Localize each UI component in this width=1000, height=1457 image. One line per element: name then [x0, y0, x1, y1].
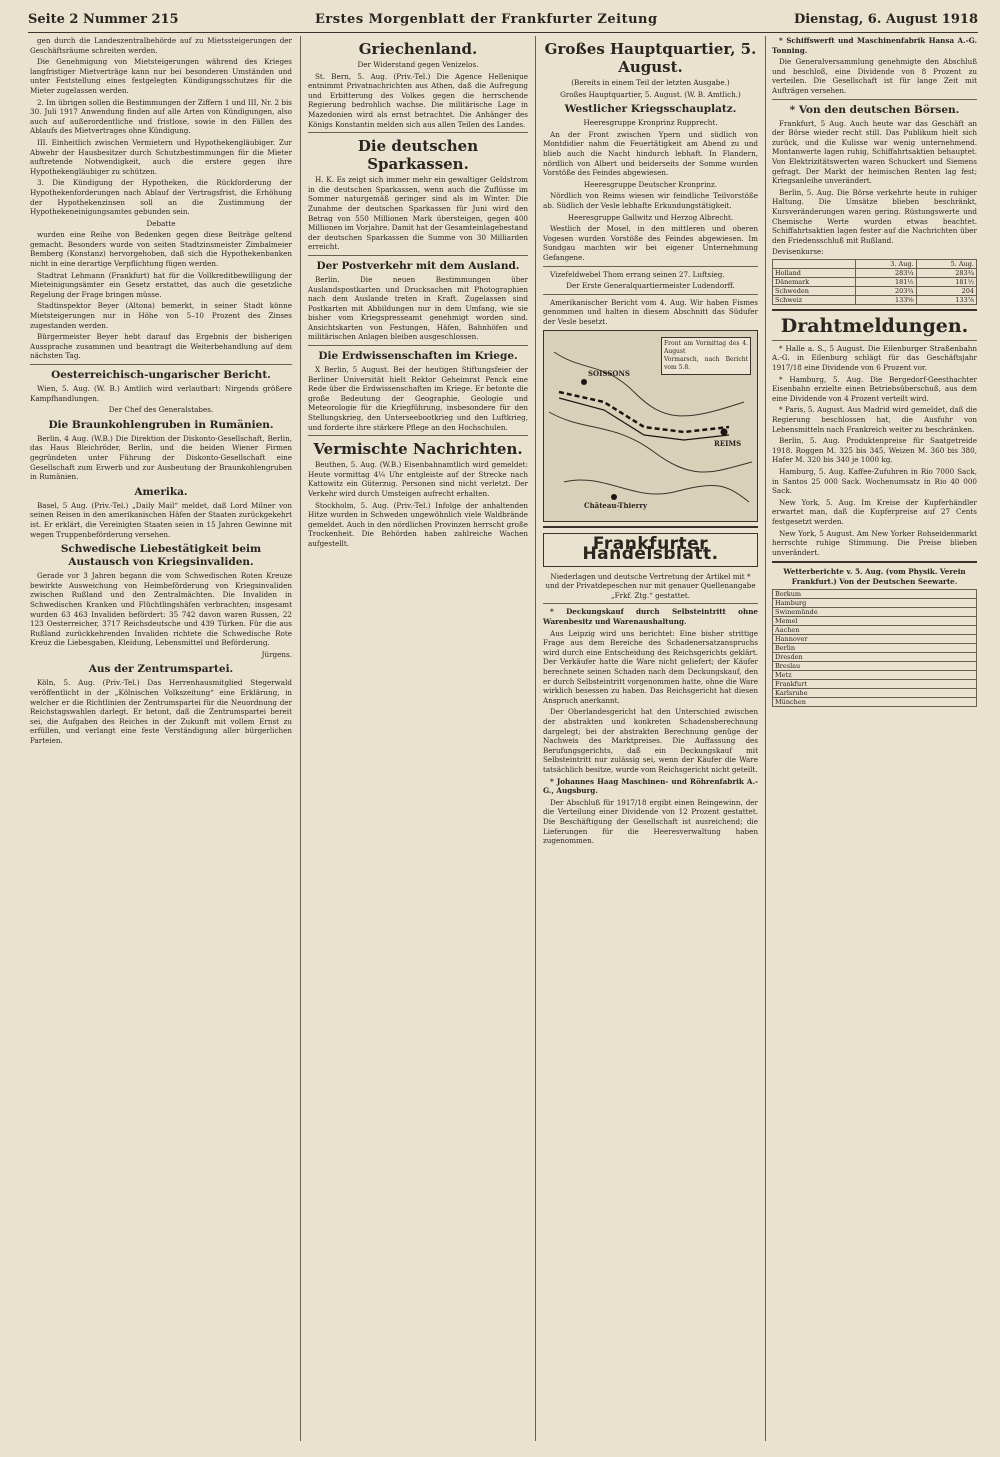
station-name: Metz — [773, 670, 977, 679]
paragraph: Stockholm, 5. Aug. (Priv.-Tel.) Infolge der anhaltenden Hitze wurden in Schweden ungewöhnlich viele Waldbrände gemeldet. Auch in den nördlichen Provinzen herrscht große Trockenheit. Die Behörden haben zahlreiche Wachen aufgestellt. — [308, 500, 528, 548]
paragraph: X Berlin, 5 August. Bei der heutigen Stiftungsfeier der Berliner Universität hielt Rektor Geheimrat Penck eine Rede über die Erdwissenschaften im Kriege. Er betonte die große Bedeutung der Geographie, Geologie und Meteorologie für die Kriegführung, insbesondere für den Stellungskrieg, den Unterseebootkrieg und den Luftkrieg, und forderte ihre stärkere Pflege an den Hochschulen. — [308, 365, 528, 432]
page-number: Seite 2 Nummer 215 — [28, 11, 179, 27]
table-row — [773, 286, 977, 295]
table-row — [773, 295, 977, 304]
table-row — [773, 688, 977, 697]
table-row — [773, 598, 977, 607]
paragraph: Der Abschluß für 1917/18 ergibt einen Reingewinn, der die Verteilung einer Dividende von 12 Prozent gestattet. Die Beschäftigung der Gesellschaft ist ausreichend; die Lieferungen für die Heeresverwaltung haben zugenommen. — [543, 797, 758, 846]
paragraph: Beuthen, 5. Aug. (W.B.) Eisenbahnamtlich wird gemeldet: Heute vormittag 4¼ Uhr entgleiste auf der Strecke nach Kattowitz ein Güterzug. Personen sind nicht verletzt. Der Verkehr wird durch Umsteigen aufrecht erhalten. — [308, 460, 528, 498]
handelsblatt-note: Niederlagen und deutsche Vertretung der Artikel mit * und der Privatdepeschen nur mit genauer Quellenangabe „Frkf. Ztg.“ gestattet. — [545, 571, 756, 600]
table-row — [773, 661, 977, 670]
column-rule — [535, 36, 536, 1441]
paragraph: Westlich der Mosel, in den mittleren und oberen Vogesen wurden Vorstöße des Feindes abgewiesen. Im Sundgau machten wir bei eigener Unternehmung Gefangene. — [543, 224, 758, 262]
headline-greece: Griechenland. — [358, 40, 478, 58]
table-cell: Holland — [773, 268, 856, 277]
paragraph: * Paris, 5. August. Aus Madrid wird gemeldet, daß die Regierung beschlossen hat, die Ausfuhr von Lebensmitteln nach Frankreich weiter zu beschränken. — [772, 405, 977, 434]
subheadline: (Bereits in einem Teil der letzten Ausgabe.) — [571, 78, 730, 87]
army-group: Heeresgruppe Kronprinz Rupprecht. — [583, 118, 718, 128]
map-label-soissons: SOISSONS — [588, 369, 630, 379]
subheadline: Der Widerstand gegen Venizelos. — [357, 60, 479, 69]
table-row — [773, 259, 977, 268]
army-group: Heeresgruppe Gallwitz und Herzog Albrecht. — [567, 212, 734, 222]
paragraph: H. K. Es zeigt sich immer mehr ein gewaltiger Geldstrom in die deutschen Sparkassen, wenn auch die Zuflüsse im Sommer naturgemäß geringer sind als im Winter. Die Zunahme der deutschen Sparkassen für Juni wird den Betrag von 550 Millionen Mark übersteigen, gegen 400 Millionen im Vorjahre. Damit hat der Gesamteinlagebestand der deutschen Sparkassen die Summe von 30 Milliarden erreicht. — [308, 175, 528, 252]
station-name: Frankfurt — [773, 679, 977, 688]
table-cell — [773, 259, 856, 268]
station-name: Breslau — [773, 661, 977, 670]
article-title: * Deckungskauf durch Selbsteintritt ohne Warenbesitz und Warenaushaltung. — [543, 607, 758, 627]
station-name: Berlin — [773, 643, 977, 652]
table-row — [773, 607, 977, 616]
signature: Der Erste Generalquartiermeister Ludendorff. — [566, 281, 735, 291]
table-row — [773, 268, 977, 277]
station-name: Borkum — [773, 589, 977, 598]
paragraph: Berlin. Die neuen Bestimmungen über Auslandspostkarten und Drucksachen mit Photographien nach dem Auslande treten in Kraft. Zugelassen sind Postkarten mit Abbildungen nur in dem Umfang, wie sie bisher vom Kriegspresseamt genehmigt worden sind. Ansichtskarten von Festungen, Häfen, Bahnhöfen und militärischen Anlagen bleiben ausgeschlossen. — [308, 274, 528, 342]
headline-hq: Großes Hauptquartier, 5. August. — [544, 40, 757, 76]
table-row — [773, 277, 977, 286]
headline-draht: Drahtmeldungen. — [780, 314, 969, 337]
front-map — [543, 330, 758, 522]
table-cell: 283¼ — [856, 268, 916, 277]
station-name: Karlsruhe — [773, 688, 977, 697]
map-label-reims: REIMS — [714, 439, 742, 449]
paragraph: Berlin, 4 Aug. (W.B.) Die Direktion der Diskonto-Gesellschaft, Berlin, das Haus Bleichröder, Berlin, und die beiden Wiener Firmen gegründeten unter Führung der Diskonto-Gesellschaft eine Gesellschaft zum Erwerb und zur Ausbeutung der Braunkohlengruben in Rumänien. — [30, 433, 292, 482]
table-row — [773, 652, 977, 661]
paragraph: Hamburg, 5. Aug. Kaffee-Zufuhren in Rio 7000 Sack, in Santos 25 000 Sack. Wochenumsatz in Rio 40 000 Sack. — [772, 467, 977, 496]
table-cell: Schweden — [773, 286, 856, 295]
map-label-chateau: Château-Thierry — [584, 501, 648, 511]
table-cell: Dänemark — [773, 277, 856, 286]
paragraph: 2. Im übrigen sollen die Bestimmungen der Ziffern 1 und III, Nr. 2 bis 30. Juli 1917 Anwendung finden auf alle Arten von Kündigungen, also auch auf außerordentliche und fristlose, sowie in den Fällen des Ablaufs des Mietvertrages ohne Kündigung. — [30, 97, 292, 136]
paragraph: Vizefeldwebel Thom errang seinen 27. Luftsieg. — [550, 269, 725, 279]
paragraph: Bürgermeister Beyer hebt darauf das Ergebnis der bisherigen Aussprache zusammen und beantragt die Weiterbehandlung auf dem nächsten Tag. — [30, 332, 292, 361]
table-row — [773, 634, 977, 643]
station-name: Aachen — [773, 625, 977, 634]
devisen-table — [772, 259, 977, 305]
table-cell: 203¾ — [856, 286, 916, 295]
table-row — [773, 625, 977, 634]
paragraph: An der Front zwischen Ypern und südlich von Montdidier nahm die Feuertätigkeit am Abend zu und blieb auch die Nacht hindurch lebhaft. In Flandern, nördlich von Albert und beiderseits der Somme wurden Vorstöße des Feindes abgewiesen. — [543, 129, 758, 178]
paragraph: Basel, 5 Aug. (Priv.-Tel.) „Daily Mail“ meldet, daß Lord Milner von seinen Reisen in den amerikanischen Häfen der Staaten zurückgekehrt ist. Er erklärt, die Vereinigten Staaten seien in 15 Jahren Gewinne mit wegen Truppenbeförderung versehen. — [30, 500, 292, 539]
paragraph: Der Oberlandesgericht hat den Unterschied zwischen der abstrakten und konkreten Schadensberechnung dargelegt; bei der abstrakten Berechnung genüge der Nachweis des Marktpreises. Die Auffassung des Berufungsgerichts, daß ein Deckungskauf mit Selbsteintritt nur zulässig sei, wenn der Käufer die Ware tatsächlich besitze, wurde vom Reichsgericht nicht geteilt. — [543, 707, 758, 774]
signature: Der Chef des Generalstabes. — [108, 405, 214, 415]
column-rule — [300, 36, 301, 1441]
table-cell: 181½ — [856, 277, 916, 286]
paragraph: * Hamburg, 5. Aug. Die Bergedorf-Geesthachter Eisenbahn erzielte einen Betriebsüberschuß, aus dem eine Dividende von 4 Prozent verteilt wird. — [772, 374, 977, 403]
paragraph: Stadtinspektor Beyer (Altona) bemerkt, in seiner Stadt könne Mietsteigerungen nur in Höhe von 5–10 Prozent des Zinses zugestanden werden. — [30, 301, 292, 330]
table-row — [773, 616, 977, 625]
table-row — [773, 679, 977, 688]
masthead — [28, 6, 978, 33]
paragraph: Berlin, 5. Aug. Produktenpreise für Saatgetreide 1918. Roggen M. 325 bis 345, Weizen M. 360 bis 380, Hafer M. 320 bis 340 je 1000 kg. — [772, 436, 977, 465]
headline-west: Westlicher Kriegsschauplatz. — [564, 103, 737, 116]
column-3 — [543, 36, 758, 1441]
table-cell: 3. Aug. — [856, 259, 916, 268]
headline-america: Amerika. — [134, 485, 188, 498]
article-title: * Johannes Haag Maschinen- und Röhrenfabrik A.-G., Augsburg. — [543, 776, 758, 796]
station-name: Memel — [773, 616, 977, 625]
paragraph: Berlin, 5. Aug. Die Börse verkehrte heute in ruhiger Haltung. Die Umsätze blieben beschränkt, Kursveränderungen waren gering. Rüstungswerte und Chemische Werte wurden etwas beachtet. Schiffahrtsaktien lagen fester auf die Nachrichten über den Friedensschluß mit Rußland. — [772, 187, 977, 245]
station-name: Hannover — [773, 634, 977, 643]
column-2 — [308, 36, 528, 1441]
paragraph: Amerikanischer Bericht vom 4. Aug. Wir haben Fismes genommen und halten in diesem Abschnitt das Südufer der Vesle besetzt. — [543, 297, 758, 326]
map-legend — [661, 337, 751, 375]
table-row — [773, 643, 977, 652]
paragraph: Stadtrat Lehmann (Frankfurt) hat für die Vollkreditbewilligung der Mieteinigungsämter ein Gesetz erstattet, das auch die gesetzliche Regelung der Frage bringen müsse. — [30, 270, 292, 299]
paragraph: Gerade vor 3 Jahren begann die vom Schwedischen Roten Kreuze bewirkte Ausweichung von Heimbeförderung von Kriegsinvaliden zwischen Rußland und den Zentralmächten. Die Invaliden in Schwedischen Kranken und Flüchtlingshäfen verbrachten; insgesamt wurden 63 463 Invaliden befördert: 35 742 davon waren Russen, 22 123 Oesterreicher, 3717 Reichsdeutsche und 439 Türken. Für die aus Rußland zurückkehrenden Invaliden richtete die Schwedische Rote Kreuz die Liebesgaben, Kleidung, Lebensmittel und Beförderung. — [30, 571, 292, 648]
dateline: Großes Hauptquartier, 5. August. (W. B. Amtlich.) — [560, 89, 741, 99]
legend-item: Front am Vormittag des 4. August — [664, 340, 748, 356]
section-label: Debatte — [146, 218, 176, 228]
issue-date: Dienstag, 6. August 1918 — [793, 11, 978, 27]
table-row — [773, 670, 977, 679]
table-row — [773, 697, 977, 706]
paragraph: * Halle a. S., 5 August. Die Eilenburger Straßenbahn A.-G. in Eilenburg schlägt für das Geschäftsjahr 1917/18 eine Dividende von 6 Prozent vor. — [772, 343, 977, 373]
paragraph: Die Genehmigung von Mietsteigerungen während des Krieges langfristiger Mietverträge kann nur bei besonderen Umständen und unter Feststellung eines festgelegten Kündigungsschutzes für die Mieter zugelassen werden. — [30, 57, 292, 95]
weather-headline: Wetterberichte v. 5. Aug. (vom Physik. Verein Frankfurt.) Von der Deutschen Seewarte. — [783, 567, 966, 586]
paragraph: wurden eine Reihe von Bedenken gegen diese Beiträge geltend gemacht. Besonders wurde von seiten Stadtzinsmeister Zimbalmeier Bemberg (Konstanz) hervorgehoben, daß sich die Hypothekenbanken nicht in eine derartige Verpflichtung fügen werden. — [30, 230, 292, 269]
devisen-label: Devisenkurse: — [772, 247, 824, 257]
table-cell: Schweiz — [773, 295, 856, 304]
paragraph: III. Einheitlich zwischen Vermietern und Hypothekengläubiger. Zur Abwehr der Hausbesitzer durch Schutzbestimmungen für die Mieter auftretende Notwendigkeit, auch die erstere gegen ihre Hypothekengläubiger zu schützen. — [30, 137, 292, 176]
table-row — [773, 589, 977, 598]
headline-boerse: * Von den deutschen Börsen. — [789, 103, 960, 116]
headline-post: Der Postverkehr mit dem Ausland. — [316, 259, 520, 272]
signature: Jürgens. — [261, 649, 292, 659]
paragraph: Frankfurt, 5 Aug. Auch heute war das Geschäft an der Börse wieder recht still. Das Publikum hielt sich zurück, und die Kulisse war wenig unternehmend. Montanwerte lagen ruhig, Schiffahrtsaktien behauptet. Von Elektrizitätswerten waren Schuckert und Siemens gefragt. Der Markt der heimischen Renten lag fest; Kriegsanleihe unverändert. — [772, 118, 977, 186]
table-cell: 283¾ — [916, 268, 976, 277]
column-rule — [765, 36, 766, 1441]
table-cell: 133⅞ — [916, 295, 976, 304]
headline-austria: Oesterreichisch-ungarischer Bericht. — [51, 369, 271, 381]
headline-science: Die Erdwissenschaften im Kriege. — [318, 350, 518, 363]
paragraph: gen durch die Landeszentralbehörde auf zu Mietssteigerungen der Geschäftsräume schreiten werden. — [30, 36, 292, 55]
article-title: * Schiffswerft und Maschinenfabrik Hansa A.-G. Tonning. — [772, 36, 977, 55]
paragraph: New York, 5 August. Am New Yorker Rohseidenmarkt herrschte ruhige Stimmung. Die Preise blieben unverändert. — [772, 528, 977, 557]
headline-sweden: Schwedische Liebestätigkeit beim Austausch von Kriegsinvaliden. — [60, 543, 262, 569]
station-name: Swinemünde — [773, 607, 977, 616]
paragraph: St. Bern, 5. Aug. (Priv.-Tel.) Die Agence Hellenique entnimmt Privatnachrichten aus Athen, daß die Aufregung und Erbitterung des Volkes gegen die herrschende Regierung bedrohlich wachse. Die militärische Lage in Mazedonien wird als ernst betrachtet. Die Anhänger des Königs Konstantin melden sich aus allen Teilen des Landes. — [308, 71, 528, 129]
paragraph: 3. Die Kündigung der Hypotheken, die Rückforderung der Hypothekenforderungen nach Ablauf der Vertragsfrist, die Erhöhung der Hypothekenzinsen soll an die Zustimmung der Hypothekeneinigungsamtes gebunden sein. — [30, 178, 292, 217]
column-4 — [772, 36, 977, 1441]
table-cell: 181½ — [916, 277, 976, 286]
legend-item: Vormarsch, nach Bericht vom 5.8. — [664, 356, 748, 372]
table-cell: 133⅝ — [856, 295, 916, 304]
station-name: München — [773, 697, 977, 706]
newspaper-title: Erstes Morgenblatt der Frankfurter Zeitung — [314, 11, 658, 27]
paragraph: New York, 5. Aug. Im Kreise der Kupferhändler erwartet man, daß die Kupferpreise auf 27 Cents festgesetzt werden. — [772, 497, 977, 526]
paragraph: Aus Leipzig wird uns berichtet: Eine bisher strittige Frage aus dem Bereiche des Schadenersatzanspruchs wird durch eine Entscheidung des Reichsgerichts geklärt. Der Verkäufer hatte die Ware nicht geliefert; der Käufer berechnete seinen Schaden nach dem Deckungskauf, den er durch Selbsteintritt vorgenommen hatte, ohne die Ware wirklich besessen zu haben. Das Reichsgericht hat diesen Anspruch anerkannt. — [543, 628, 758, 705]
headline-coal: Die Braunkohlengruben in Rumänien. — [48, 418, 274, 431]
paragraph: Wien, 5. Aug. (W. B.) Amtlich wird verlautbart: Nirgends größere Kampfhandlungen. — [30, 384, 292, 403]
station-name: Dresden — [773, 652, 977, 661]
column-1 — [30, 36, 292, 1441]
weather-table — [772, 589, 977, 707]
headline-center: Aus der Zentrumspartei. — [88, 663, 234, 676]
paragraph: Nördlich von Reims wiesen wir feindliche Teilvorstöße ab. Südlich der Vesle lebhafte Erkundungstätigkeit. — [543, 191, 758, 210]
station-name: Hamburg — [773, 598, 977, 607]
handelsblatt-header: Frankfurter Handelsblatt. — [543, 533, 758, 566]
table-cell: 204 — [916, 286, 976, 295]
headline-misc: Vermischte Nachrichten. — [313, 440, 523, 459]
paragraph: Die Generalversammlung genehmigte den Abschluß und beschloß, eine Dividende von 8 Prozent zu verteilen. Die Gesellschaft ist für lange Zeit mit Aufträgen versehen. — [772, 57, 977, 95]
army-group: Heeresgruppe Deutscher Kronprinz. — [583, 179, 718, 189]
table-cell: 5. Aug. — [916, 259, 976, 268]
paragraph: Köln, 5. Aug. (Priv.-Tel.) Das Herrenhausmitglied Stegerwald veröffentlicht in der „Kölnischen Volkszeitung“ eine Erklärung, in welcher er die Richtlinien der Zentrumspartei für die Neuordnung der Reichstagswahlen darlegt. Er betont, daß die Zentrumspartei bereit sei, die Aufgaben des Reiches in der Zukunft mit vollem Ernst zu erfüllen, und verlangt eine feste Verständigung aller bürgerlichen Parteien. — [30, 678, 292, 746]
headline-savings: Die deutschen Sparkassen. — [357, 137, 479, 174]
